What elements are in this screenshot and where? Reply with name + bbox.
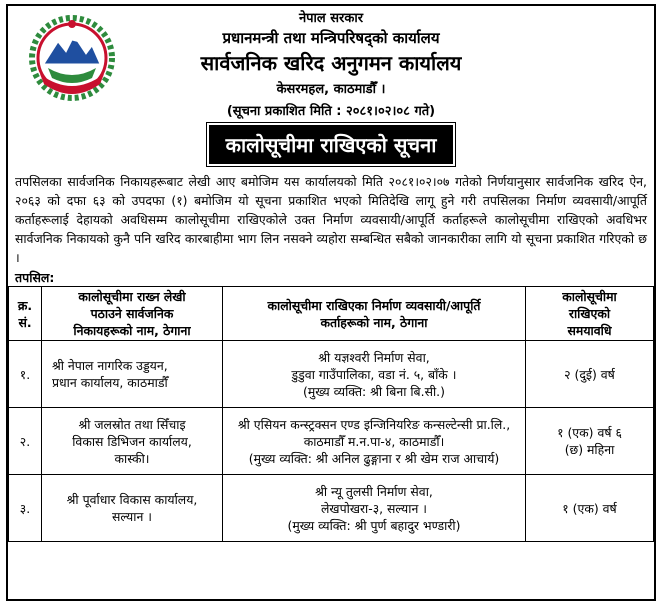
banner-container: [8, 125, 654, 164]
row-serial: २.: [9, 408, 42, 475]
header-period: [526, 287, 654, 341]
notice-title-banner: कालोसूचीमा राखिएको सूचना: [209, 125, 454, 164]
row-serial: १.: [9, 341, 42, 408]
row-period: [526, 475, 654, 542]
table-row: [9, 341, 654, 408]
header-period-line1: कालोसूचीमा: [562, 289, 617, 304]
notice-page: [6, 4, 656, 601]
row-vendor-name: श्री यज्ञश्वरी निर्माण सेवा,: [318, 349, 430, 365]
header-address: केसरमहल, काठमाडौँ ।: [276, 82, 386, 97]
row-agency: [42, 475, 223, 542]
row-vendor-address: लेखपोखरा-३, सल्यान ।: [321, 500, 427, 516]
row-vendor-address: काठमाडौँ म.न.पा-४, काठमाडौँ।: [303, 433, 445, 449]
header-vendor: [223, 287, 526, 341]
header-vendor-line1: कालोसूचीमा राखिएका निर्माण व्यवसायी/आपूर्ति: [267, 297, 481, 313]
row-vendor: [223, 341, 526, 408]
row-vendor-name: श्री न्यू तुलसी निर्माण सेवा,: [315, 483, 433, 499]
header-period-line3: समयावधि: [567, 323, 612, 338]
row-period: [526, 408, 654, 475]
table-header-row: [9, 287, 654, 341]
header-agency-line2: पठाउने सार्वजनिक: [90, 306, 174, 321]
row-period-line1: १ (एक) वर्ष ६: [557, 425, 622, 440]
row-agency-line2: प्रधान कार्यालय, काठमाडौँ: [52, 375, 168, 390]
notice-header: [8, 6, 654, 121]
row-agency-line2: सल्यान ।: [112, 509, 152, 524]
table-row: [9, 475, 654, 542]
row-serial: ३.: [9, 475, 42, 542]
header-serial-line2: सं.: [18, 314, 32, 330]
row-vendor-person: (मुख्य व्यक्ति: श्री पुर्ण बहादुर भण्डारी): [287, 517, 461, 533]
row-vendor-person: (मुख्य व्यक्ति: श्री बिना बि.सी.): [303, 383, 445, 399]
row-agency: [42, 408, 223, 475]
header-publish-date: (सूचना प्रकाशित मिति : २०८१।०२।०८ गते): [226, 104, 436, 119]
row-period-line1: १ (एक) वर्ष: [562, 500, 617, 516]
row-agency-line1: श्री जलस्रोत तथा सिँचाइ: [78, 416, 186, 432]
header-government: नेपाल सरकार: [298, 11, 364, 26]
notice-body-paragraph: तपसिलका सार्वजनिक निकायहरूबाट लेखी आए बमोजिम यस कार्यालयको मिति २०८१।०२।०७ गतेको निर्णयानुसार सार्वजनिक खरिद ऐन, २०६३ को दफा ६३ को उपदफा (१) बमोजिम यो सूचना प्रकाशित भएको मितिदेखि लागू हुने गरी तपसिलका निर्माण व्यवसायी/आपूर्ति कर्ताहरूलाई देहायको अवधिसम्म कालोसूचीमा राखिएकोले उक्त निर्माण व्यवसायी/आपूर्ति कर्ताहरूले कालोसूचीमा राखिएको अवधिभर सार्वजनिक निकायको कुनै पनि खरिद कारबाहीमा भाग लिन नसक्ने व्यहोरा सम्बन्धित सबैको जानकारीका लागि यो सूचना प्रकाशित गरिएको छ ।: [15, 174, 647, 265]
row-vendor-address: डुडुवा गाउँपालिका, वडा नं. ५, बाँके ।: [291, 366, 457, 382]
header-ministry: प्रधानमन्त्री तथा मन्त्रिपरिषद्को कार्यालय: [222, 29, 440, 47]
row-agency-line1: श्री पूर्वाधार विकास कार्यालय,: [66, 492, 198, 507]
header-serial: [9, 287, 42, 341]
row-agency: [42, 341, 223, 408]
row-agency-line3: कास्की।: [114, 450, 150, 466]
header-agency-line1: कालोसूचीमा राख्न लेखी: [78, 289, 186, 304]
row-vendor-name: श्री एसियन कन्स्ट्रक्सन एण्ड इन्जिनियरिङ कन्सल्टेन्सी प्रा.लि.,: [237, 416, 511, 432]
row-agency-line2: विकास डिभिजन कार्यालय,: [72, 433, 192, 449]
blacklist-table: [8, 286, 654, 542]
header-serial-line1: क्र.: [17, 297, 33, 313]
row-period-line2: (छ) महिना: [564, 442, 615, 457]
row-vendor: [223, 475, 526, 542]
header-vendor-line2: कर्ताहरूको नाम, ठेगाना: [320, 314, 428, 330]
header-agency: [42, 287, 223, 341]
row-agency-line1: श्री नेपाल नागरिक उड्डयन,: [52, 358, 168, 373]
header-agency-line3: निकायहरूको नाम, ठेगाना: [73, 323, 191, 338]
row-period-line1: २ (दुई) वर्ष: [564, 366, 615, 382]
header-office: सार्वजनिक खरिद अनुगमन कार्यालय: [200, 51, 462, 75]
tapasil-label: तपसिल:: [15, 270, 55, 285]
table-row: [9, 408, 654, 475]
header-period-line2: राखिएको: [568, 306, 611, 321]
row-period: [526, 341, 654, 408]
row-vendor: [223, 408, 526, 475]
row-vendor-person: (मुख्य व्यक्ति: श्री अनिल ढुङ्गाना र श्री खेम राज आचार्य): [248, 450, 500, 466]
